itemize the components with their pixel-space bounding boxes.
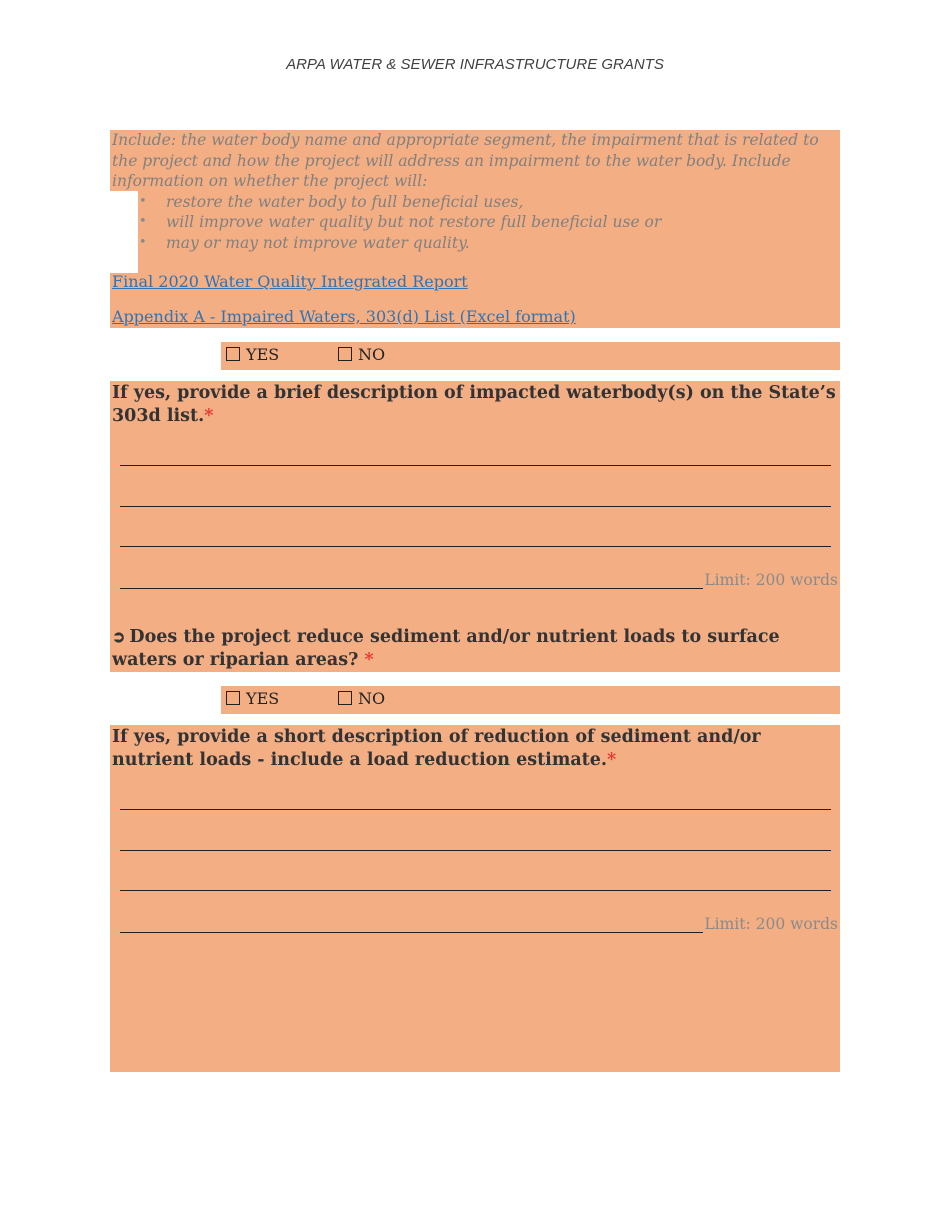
question-1-panel xyxy=(110,381,840,591)
impaired-waters-list-link[interactable]: Appendix A - Impaired Waters, 303(d) List (Excel format) xyxy=(112,307,576,326)
yes-label: YES xyxy=(246,345,280,364)
checkbox-icon xyxy=(338,691,352,705)
question-2-panel xyxy=(110,591,840,672)
question-3-text: If yes, provide a short description of reduction of sediment and/or nutrient loads - include a load reduction estimate.* xyxy=(112,727,761,770)
integrated-report-link[interactable]: Final 2020 Water Quality Integrated Report xyxy=(112,272,468,291)
checkbox-icon xyxy=(226,691,240,705)
instructions-panel xyxy=(110,130,840,328)
word-limit-note: Limit: 200 words xyxy=(704,571,838,589)
question-2-text: ➲ Does the project reduce sediment and/or nutrient loads to surface waters or riparian areas? * xyxy=(112,627,780,670)
answer-line[interactable] xyxy=(120,506,831,507)
answer-line[interactable] xyxy=(120,932,703,933)
yes-checkbox-2[interactable] xyxy=(226,689,279,708)
list-item: • will improve water quality but not restore full beneficial use or xyxy=(166,212,840,233)
answer-line[interactable] xyxy=(120,588,703,589)
yes-no-row-1 xyxy=(221,342,840,370)
no-checkbox-2[interactable] xyxy=(338,689,385,708)
required-marker: * xyxy=(364,650,374,670)
answer-line[interactable] xyxy=(120,809,831,810)
word-limit-note: Limit: 200 words xyxy=(704,915,838,933)
list-item: • may or may not improve water quality. xyxy=(166,233,840,254)
arrow-icon: ➲ xyxy=(112,627,126,646)
answer-line[interactable] xyxy=(120,465,831,466)
question-3-panel xyxy=(110,725,840,1072)
checkbox-icon xyxy=(338,347,352,361)
question-1-text: If yes, provide a brief description of impacted waterbody(s) on the State’s 303d list.* xyxy=(112,383,836,426)
bullet-indent-gap xyxy=(110,191,138,273)
no-checkbox-1[interactable] xyxy=(338,345,385,364)
instructions-lead: Include: the water body name and appropriate segment, the impairment that is related to the project and how the project will address an impairment to the water body. Include information on whether the project will: xyxy=(112,131,819,190)
required-marker: * xyxy=(204,406,214,426)
yes-checkbox-1[interactable] xyxy=(226,345,279,364)
list-item: • restore the water body to full beneficial uses, xyxy=(166,192,840,213)
yes-label: YES xyxy=(246,689,280,708)
instructions-list xyxy=(110,192,840,254)
answer-line[interactable] xyxy=(120,850,831,851)
answer-line[interactable] xyxy=(120,890,831,891)
answer-line[interactable] xyxy=(120,546,831,547)
no-label: NO xyxy=(358,689,386,708)
checkbox-icon xyxy=(226,347,240,361)
no-label: NO xyxy=(358,345,386,364)
required-marker: * xyxy=(606,750,617,770)
yes-no-row-2 xyxy=(221,686,840,714)
page-header: ARPA WATER & SEWER INFRASTRUCTURE GRANTS xyxy=(286,56,664,73)
